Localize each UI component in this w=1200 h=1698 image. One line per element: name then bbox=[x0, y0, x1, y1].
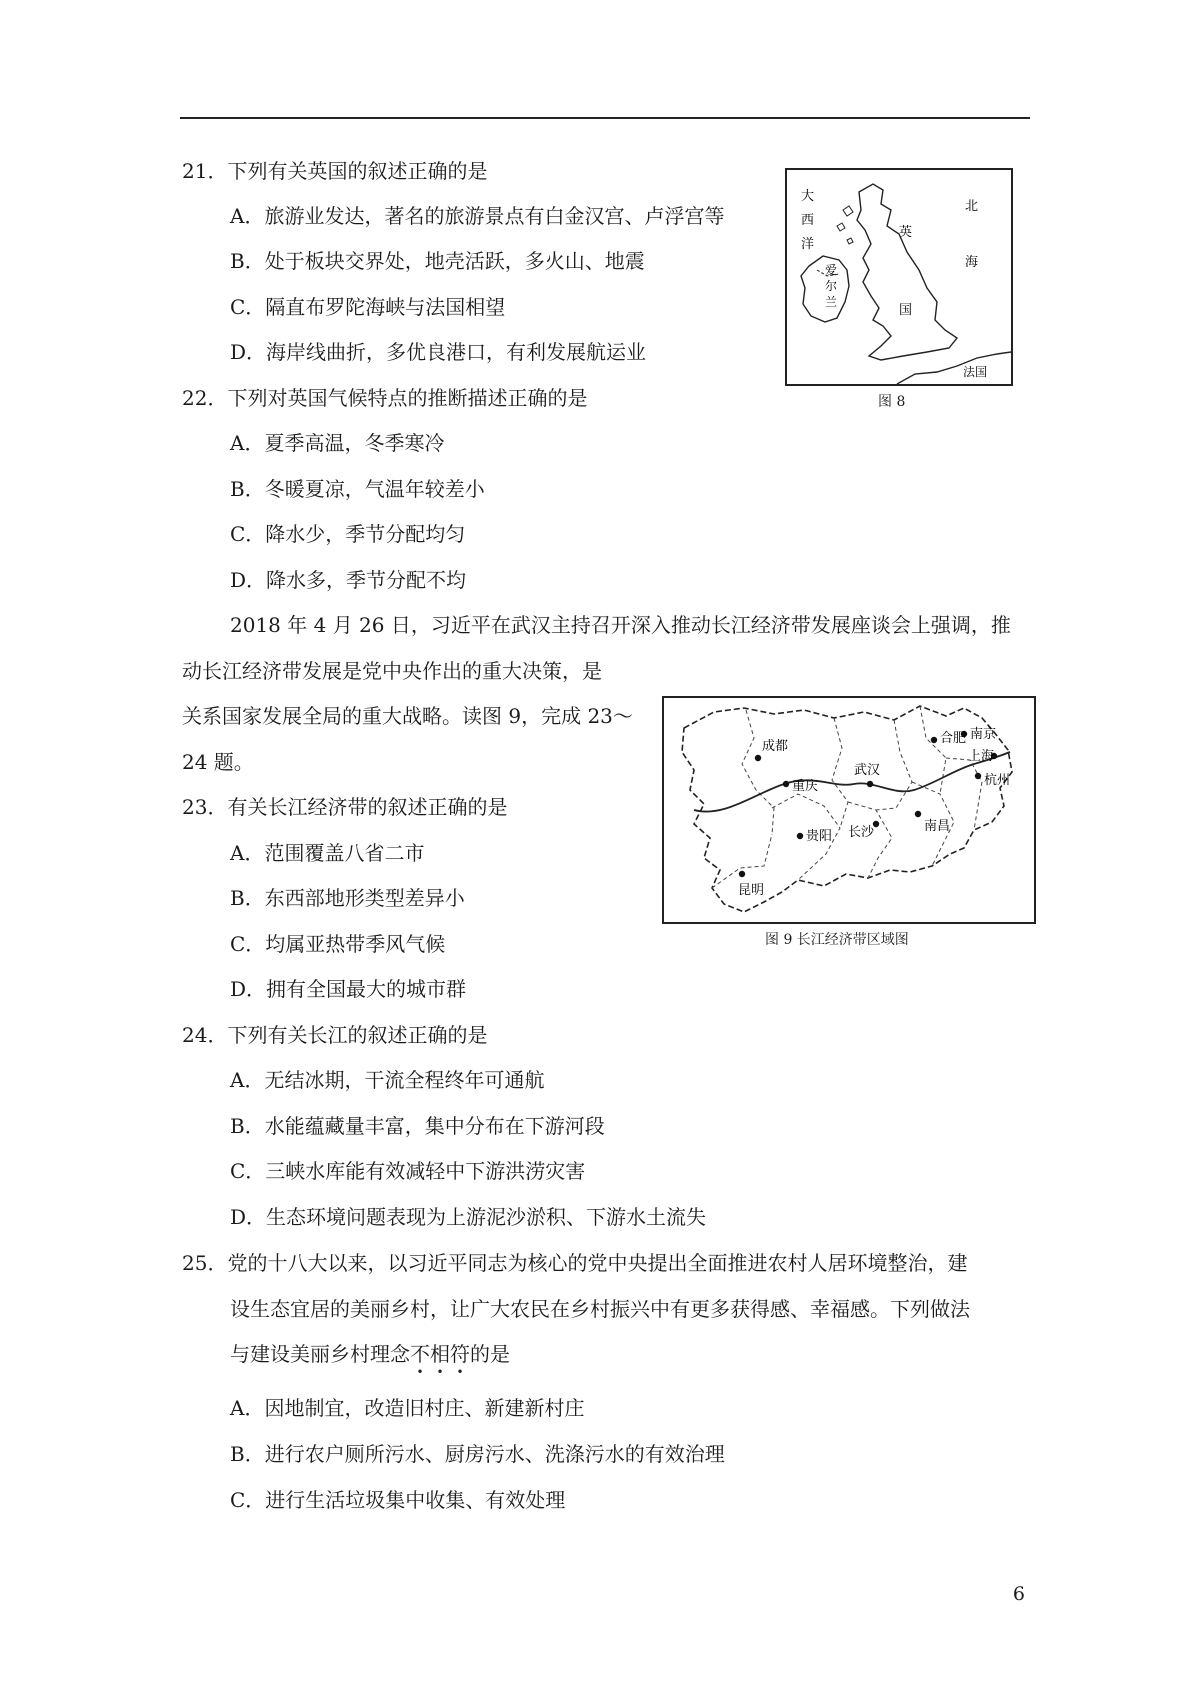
label-uk-2: 国 bbox=[899, 303, 913, 318]
question-21-option-b: B．处于板块交界处，地壳活跃，多火山、地震 bbox=[230, 249, 645, 273]
province-border-4 bbox=[848, 802, 892, 878]
figure-9-caption: 图 9 长江经济带区域图 bbox=[765, 932, 909, 948]
emphasis-char-2: 相 bbox=[430, 1342, 450, 1366]
question-23-stem: 23．有关长江经济带的叙述正确的是 bbox=[182, 795, 508, 819]
label-ireland-3: 兰 bbox=[825, 295, 838, 309]
city-label-chengdu: 成都 bbox=[762, 739, 789, 754]
question-25-option-b: B．进行农户厕所污水、厨房污水、洗涤污水的有效治理 bbox=[230, 1442, 725, 1466]
city-dot-kunming bbox=[739, 871, 745, 877]
question-22-stem: 22．下列对英国气候特点的推断描述正确的是 bbox=[182, 386, 588, 410]
passage-line-1: 2018 年 4 月 26 日，习近平在武汉主持召开深入推动长江经济带发展座谈会上强调，推 bbox=[230, 613, 1011, 637]
city-label-changsha: 长沙 bbox=[848, 825, 875, 840]
label-atlantic-2: 西 bbox=[801, 213, 815, 228]
label-uk-1: 英 bbox=[899, 225, 913, 240]
question-25-option-c: C．进行生活垃圾集中收集、有效处理 bbox=[230, 1488, 566, 1512]
france-coast bbox=[897, 352, 1011, 384]
city-label-hefei: 合肥 bbox=[940, 731, 967, 746]
hebrides-islands bbox=[837, 206, 853, 244]
province-border-8 bbox=[946, 758, 982, 830]
question-25-line-3 bbox=[230, 1341, 510, 1367]
province-border-9 bbox=[712, 834, 772, 888]
city-label-chongqing: 重庆 bbox=[792, 779, 819, 794]
question-22-option-b: B．冬暖夏凉，气温年较差小 bbox=[230, 477, 485, 501]
emphasis-char-1: 不 bbox=[410, 1342, 430, 1366]
label-north-sea-1: 北 bbox=[965, 199, 979, 214]
question-24-option-a: A．无结冰期，干流全程终年可通航 bbox=[230, 1068, 545, 1092]
label-france: 法国 bbox=[963, 365, 988, 379]
great-britain-outline bbox=[857, 184, 957, 360]
label-atlantic-3: 洋 bbox=[801, 237, 815, 252]
label-atlantic-1: 大 bbox=[801, 189, 815, 204]
question-25-option-a: A．因地制宜，改造旧村庄、新建新村庄 bbox=[230, 1396, 585, 1420]
page-number: 6 bbox=[1012, 1583, 1025, 1605]
question-24-option-d: D．生态环境问题表现为上游泥沙淤积、下游水土流失 bbox=[230, 1205, 707, 1229]
province-border-7 bbox=[920, 706, 946, 794]
question-22-option-d: D．降水多，季节分配不均 bbox=[230, 568, 467, 592]
question-23-option-c: C．均属亚热带季风气候 bbox=[230, 932, 446, 956]
yangtze-river bbox=[694, 752, 1010, 812]
figure-9-yangtze-map bbox=[662, 696, 1036, 924]
label-ireland-1: 爱 bbox=[825, 263, 838, 277]
city-dot-chongqing bbox=[783, 781, 789, 787]
question-23-option-b: B．东西部地形类型差异小 bbox=[230, 886, 465, 910]
question-24-option-b: B．水能蕴藏量丰富，集中分布在下游河段 bbox=[230, 1114, 605, 1138]
emphasis-char-3: 符 bbox=[450, 1342, 470, 1366]
label-north-sea-2: 海 bbox=[965, 255, 979, 270]
province-border-5 bbox=[876, 720, 912, 810]
question-25-line-2: 设生态宜居的美丽乡村，让广大农民在乡村振兴中有更多获得感、幸福感。下列做法 bbox=[230, 1297, 970, 1321]
label-ireland-2: 尔 bbox=[825, 279, 838, 293]
question-23-option-a: A．范围覆盖八省二市 bbox=[230, 841, 425, 865]
question-25-line-3-pre: 与建设美丽乡村理念 bbox=[230, 1342, 410, 1366]
city-label-shanghai: 上海 bbox=[968, 749, 995, 764]
question-25-line-3-post: 的是 bbox=[470, 1342, 510, 1366]
header-rule bbox=[180, 117, 1030, 119]
question-21-option-d: D．海岸线曲折，多优良港口，有利发展航运业 bbox=[230, 340, 647, 364]
passage-line-2: 动长江经济带发展是党中央作出的重大决策，是 bbox=[182, 659, 602, 683]
uk-map-drawing bbox=[787, 170, 1011, 384]
question-23-option-d: D．拥有全国最大的城市群 bbox=[230, 977, 467, 1001]
figure-8-caption: 图 8 bbox=[878, 394, 906, 410]
city-label-guiyang: 贵阳 bbox=[806, 829, 833, 844]
question-21-option-a: A．旅游业发达，著名的旅游景点有白金汉宫、卢浮宫等 bbox=[230, 204, 725, 228]
city-dot-hangzhou bbox=[975, 773, 981, 779]
question-24-stem: 24．下列有关长江的叙述正确的是 bbox=[182, 1023, 488, 1047]
city-dot-wuhan bbox=[867, 781, 873, 787]
yangtze-map-drawing bbox=[664, 698, 1034, 922]
question-21-stem: 21．下列有关英国的叙述正确的是 bbox=[182, 159, 488, 183]
province-border-1 bbox=[742, 710, 774, 834]
question-25-line-1: 25．党的十八大以来，以习近平同志为核心的党中央提出全面推进农村人居环境整治，建 bbox=[182, 1251, 968, 1275]
passage-line-3: 关系国家发展全局的重大战略。读图 9，完成 23～ bbox=[182, 704, 633, 728]
city-dot-hefei bbox=[931, 737, 937, 743]
city-label-nanjing: 南京 bbox=[970, 727, 997, 742]
passage-line-4: 24 题。 bbox=[182, 750, 254, 774]
city-label-wuhan: 武汉 bbox=[854, 763, 881, 778]
question-21-option-c: C．隔直布罗陀海峡与法国相望 bbox=[230, 295, 506, 319]
question-22-option-a: A．夏季高温，冬季寒冷 bbox=[230, 431, 445, 455]
figure-8-uk-map bbox=[785, 168, 1013, 386]
city-dot-chengdu bbox=[755, 755, 761, 761]
question-22-option-c: C．降水少，季节分配均匀 bbox=[230, 522, 466, 546]
city-label-hangzhou: 杭州 bbox=[984, 773, 1011, 788]
city-dot-guiyang bbox=[797, 833, 803, 839]
city-label-kunming: 昆明 bbox=[738, 883, 765, 898]
question-24-option-c: C．三峡水库能有效减轻中下游洪涝灾害 bbox=[230, 1159, 586, 1183]
city-label-nanchang: 南昌 bbox=[924, 819, 951, 834]
city-dot-nanchang bbox=[915, 811, 921, 817]
province-border-3 bbox=[832, 718, 848, 828]
